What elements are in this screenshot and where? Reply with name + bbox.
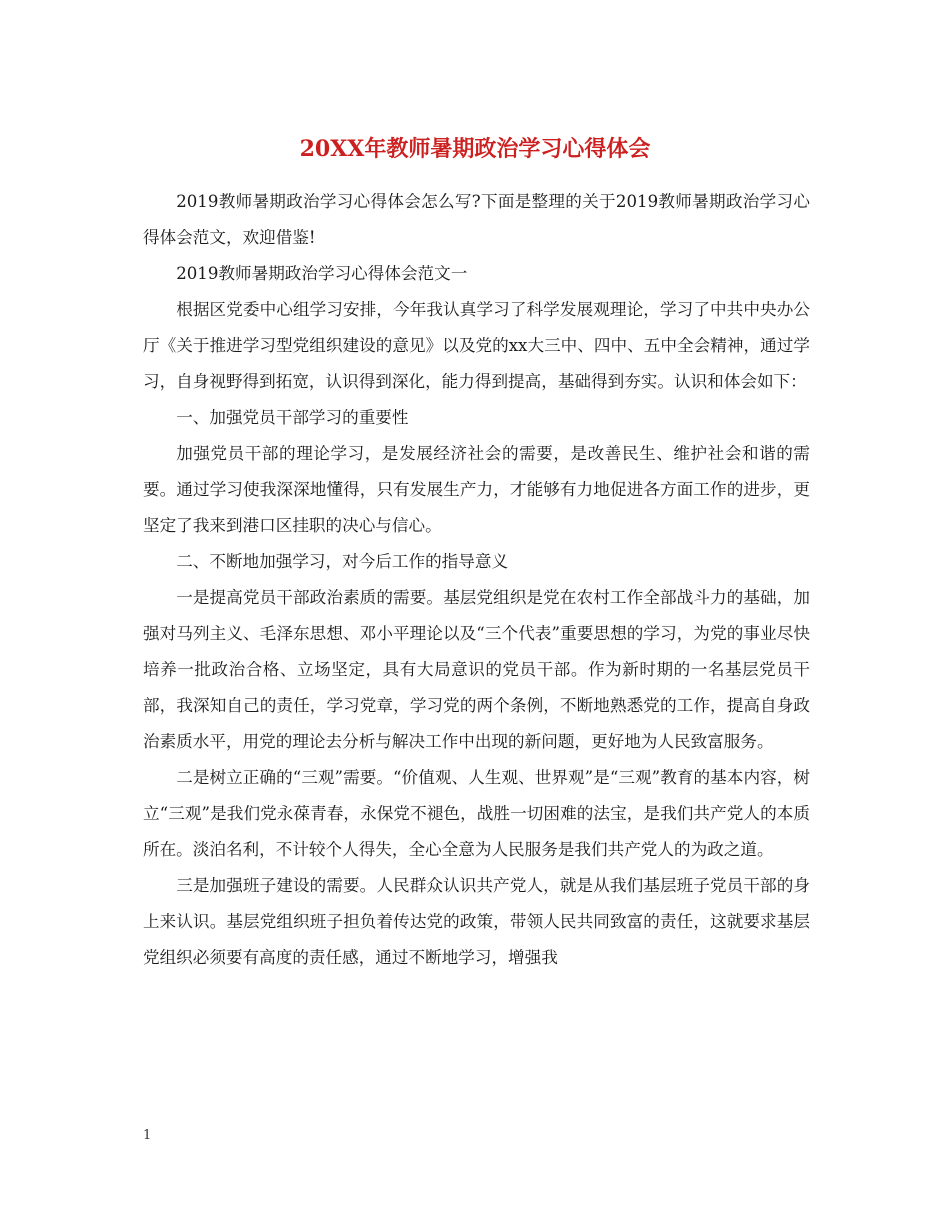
section-heading-2: 二、不断地加强学习，对今后工作的指导意义	[176, 552, 509, 571]
paragraph-importance: 加强党员干部的理论学习，是发展经济社会的需要，是改善民生、维护社会和谐的需要。通过学习使我深深地懂得，只有发展生产力，才能够有力地促进各方面工作的进步，更坚定了我来到港口区挂职的决心与信心。	[143, 444, 810, 535]
paragraph-intro: 2019教师暑期政治学习心得体会怎么写?下面是整理的关于2019教师暑期政治学习心得体会范文，欢迎借鉴!	[143, 192, 810, 247]
paragraph-study-arrangement: 根据区党委中心组学习安排，今年我认真学习了科学发展观理论，学习了中共中央办公厅《关于推进学习型党组织建设的意见》以及党的xx大三中、四中、五中全会精神，通过学习，自身视野得到拓宽，认识得到深化，能力得到提高，基础得到夯实。认识和体会如下：	[143, 300, 810, 391]
paragraph-sample-heading: 2019教师暑期政治学习心得体会范文一	[176, 264, 468, 283]
paragraph-point-one: 一是提高党员干部政治素质的需要。基层党组织是党在农村工作全部战斗力的基础，加强对马列主义、毛泽东思想、邓小平理论以及“三个代表”重要思想的学习，为党的事业尽快培养一批政治合格、立场坚定，具有大局意识的党员干部。作为新时期的一名基层党员干部，我深知自己的责任，学习党章，学习党的两个条例，不断地熟悉党的工作，提高自身政治素质水平，用党的理论去分析与解决工作中出现的新问题，更好地为人民致富服务。	[143, 588, 810, 751]
page-number: 1	[143, 1128, 152, 1143]
section-heading-1: 一、加强党员干部学习的重要性	[176, 408, 409, 427]
paragraph-point-two: 二是树立正确的“三观”需要。“价值观、人生观、世界观”是“三观”教育的基本内容，树立“三观”是我们党永葆青春，永保党不褪色，战胜一切困难的法宝，是我们共产党人的本质所在。淡泊名利，不计较个人得失，全心全意为人民服务是我们共产党人的为政之道。	[143, 768, 810, 859]
document-title: 20XX年教师暑期政治学习心得体会	[299, 136, 651, 162]
document-body	[143, 184, 810, 976]
paragraph-point-three: 三是加强班子建设的需要。人民群众认识共产党人，就是从我们基层班子党员干部的身上来认识。基层党组织班子担负着传达党的政策，带领人民共同致富的责任，这就要求基层党组织必须要有高度的责任感，通过不断地学习，增强我	[143, 876, 810, 967]
